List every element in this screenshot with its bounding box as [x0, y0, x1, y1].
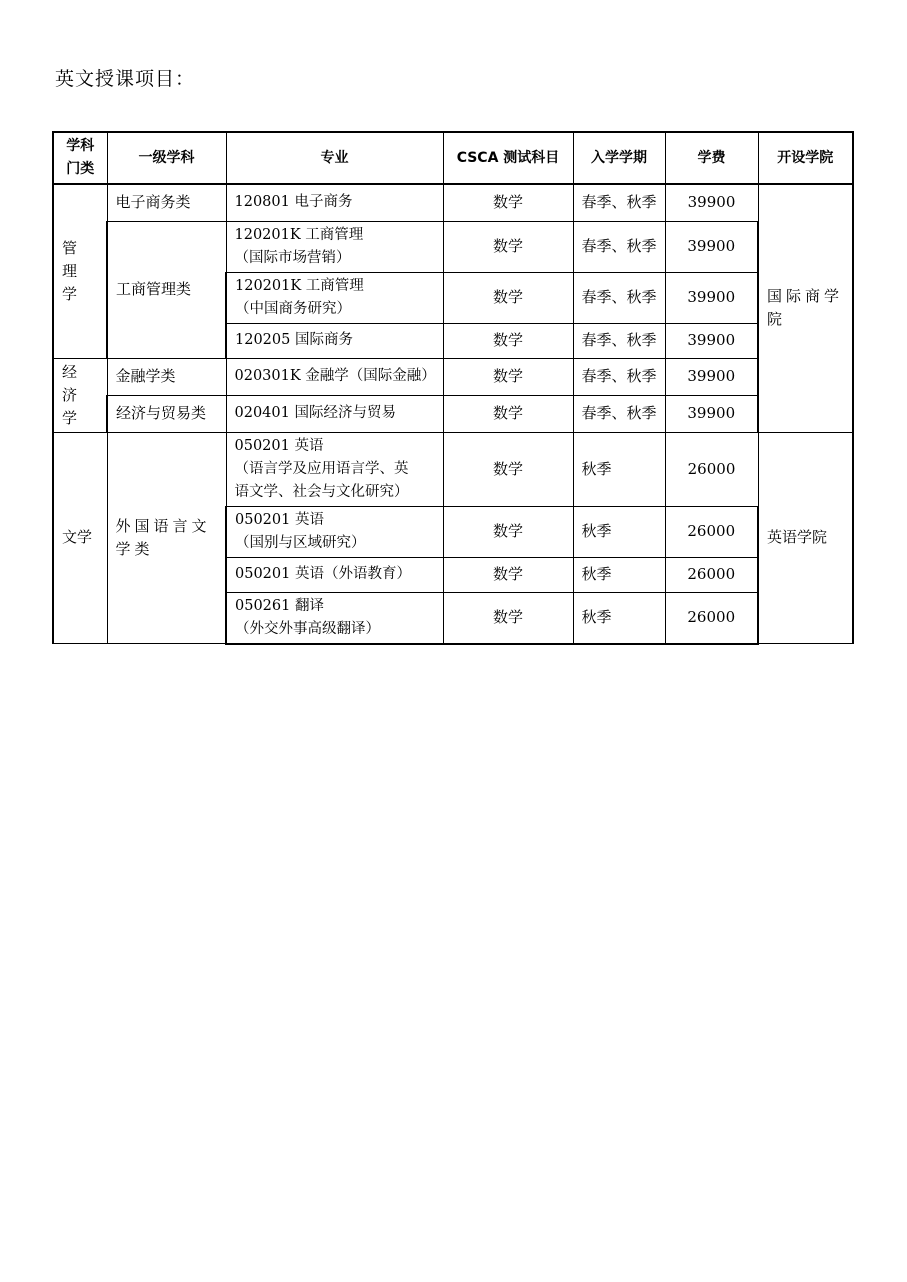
semester-cell: 春季、秋季 [573, 395, 665, 432]
major-cell: 120201K 工商管理 （中国商务研究） [226, 272, 443, 323]
semester-cell: 秋季 [573, 557, 665, 592]
discipline-management: 管理学 [53, 184, 107, 358]
header-csca: CSCA 测试科目 [443, 132, 573, 184]
header-first-level: 一级学科 [107, 132, 226, 184]
csca-cell: 数学 [443, 506, 573, 557]
major-cell: 020401 国际经济与贸易 [226, 395, 443, 432]
tuition-cell: 39900 [665, 184, 758, 221]
major-cell: 120801 电子商务 [226, 184, 443, 221]
semester-cell: 春季、秋季 [573, 221, 665, 272]
semester-cell: 春季、秋季 [573, 184, 665, 221]
first-level-cell: 电子商务类 [107, 184, 226, 221]
semester-cell: 春季、秋季 [573, 323, 665, 358]
table-row [53, 358, 853, 395]
semester-cell: 秋季 [573, 592, 665, 644]
semester-cell: 春季、秋季 [573, 272, 665, 323]
page-heading: 英文授课项目： [55, 68, 196, 90]
csca-cell: 数学 [443, 395, 573, 432]
discipline-literature: 文学 [53, 432, 107, 644]
tuition-cell: 26000 [665, 432, 758, 506]
table-header-row [53, 132, 853, 184]
tuition-cell: 26000 [665, 592, 758, 644]
tuition-cell: 39900 [665, 395, 758, 432]
first-level-cell: 外国语言文学类 [107, 432, 226, 644]
table-row [53, 432, 853, 506]
first-level-cell: 金融学类 [107, 358, 226, 395]
table-row [53, 184, 853, 221]
tuition-cell: 26000 [665, 506, 758, 557]
csca-cell: 数学 [443, 272, 573, 323]
csca-cell: 数学 [443, 557, 573, 592]
major-cell: 050201 英语 （国别与区域研究） [226, 506, 443, 557]
header-discipline: 学科 门类 [53, 132, 107, 184]
table-row [53, 395, 853, 432]
school-english: 英语学院 [758, 432, 853, 644]
major-cell: 120201K 工商管理 （国际市场营销） [226, 221, 443, 272]
tuition-cell: 39900 [665, 221, 758, 272]
first-level-cell: 工商管理类 [107, 221, 226, 358]
discipline-economics: 经济学 [53, 358, 107, 432]
semester-cell: 春季、秋季 [573, 358, 665, 395]
table-row [53, 221, 853, 272]
major-cell: 050201 英语（外语教育） [226, 557, 443, 592]
header-school: 开设学院 [758, 132, 853, 184]
tuition-cell: 39900 [665, 272, 758, 323]
major-cell: 050201 英语 （语言学及应用语言学、英 语文学、社会与文化研究） [226, 432, 443, 506]
major-cell: 120205 国际商务 [226, 323, 443, 358]
csca-cell: 数学 [443, 323, 573, 358]
csca-cell: 数学 [443, 592, 573, 644]
programs-table [52, 131, 854, 645]
tuition-cell: 39900 [665, 323, 758, 358]
first-level-cell: 经济与贸易类 [107, 395, 226, 432]
major-cell: 020301K 金融学（国际金融） [226, 358, 443, 395]
csca-cell: 数学 [443, 358, 573, 395]
header-tuition: 学费 [665, 132, 758, 184]
csca-cell: 数学 [443, 184, 573, 221]
tuition-cell: 39900 [665, 358, 758, 395]
school-international-business: 国际商学院 [758, 184, 853, 432]
csca-cell: 数学 [443, 221, 573, 272]
major-cell: 050261 翻译 （外交外事高级翻译） [226, 592, 443, 644]
header-major: 专业 [226, 132, 443, 184]
semester-cell: 秋季 [573, 506, 665, 557]
csca-cell: 数学 [443, 432, 573, 506]
tuition-cell: 26000 [665, 557, 758, 592]
header-semester: 入学学期 [573, 132, 665, 184]
semester-cell: 秋季 [573, 432, 665, 506]
